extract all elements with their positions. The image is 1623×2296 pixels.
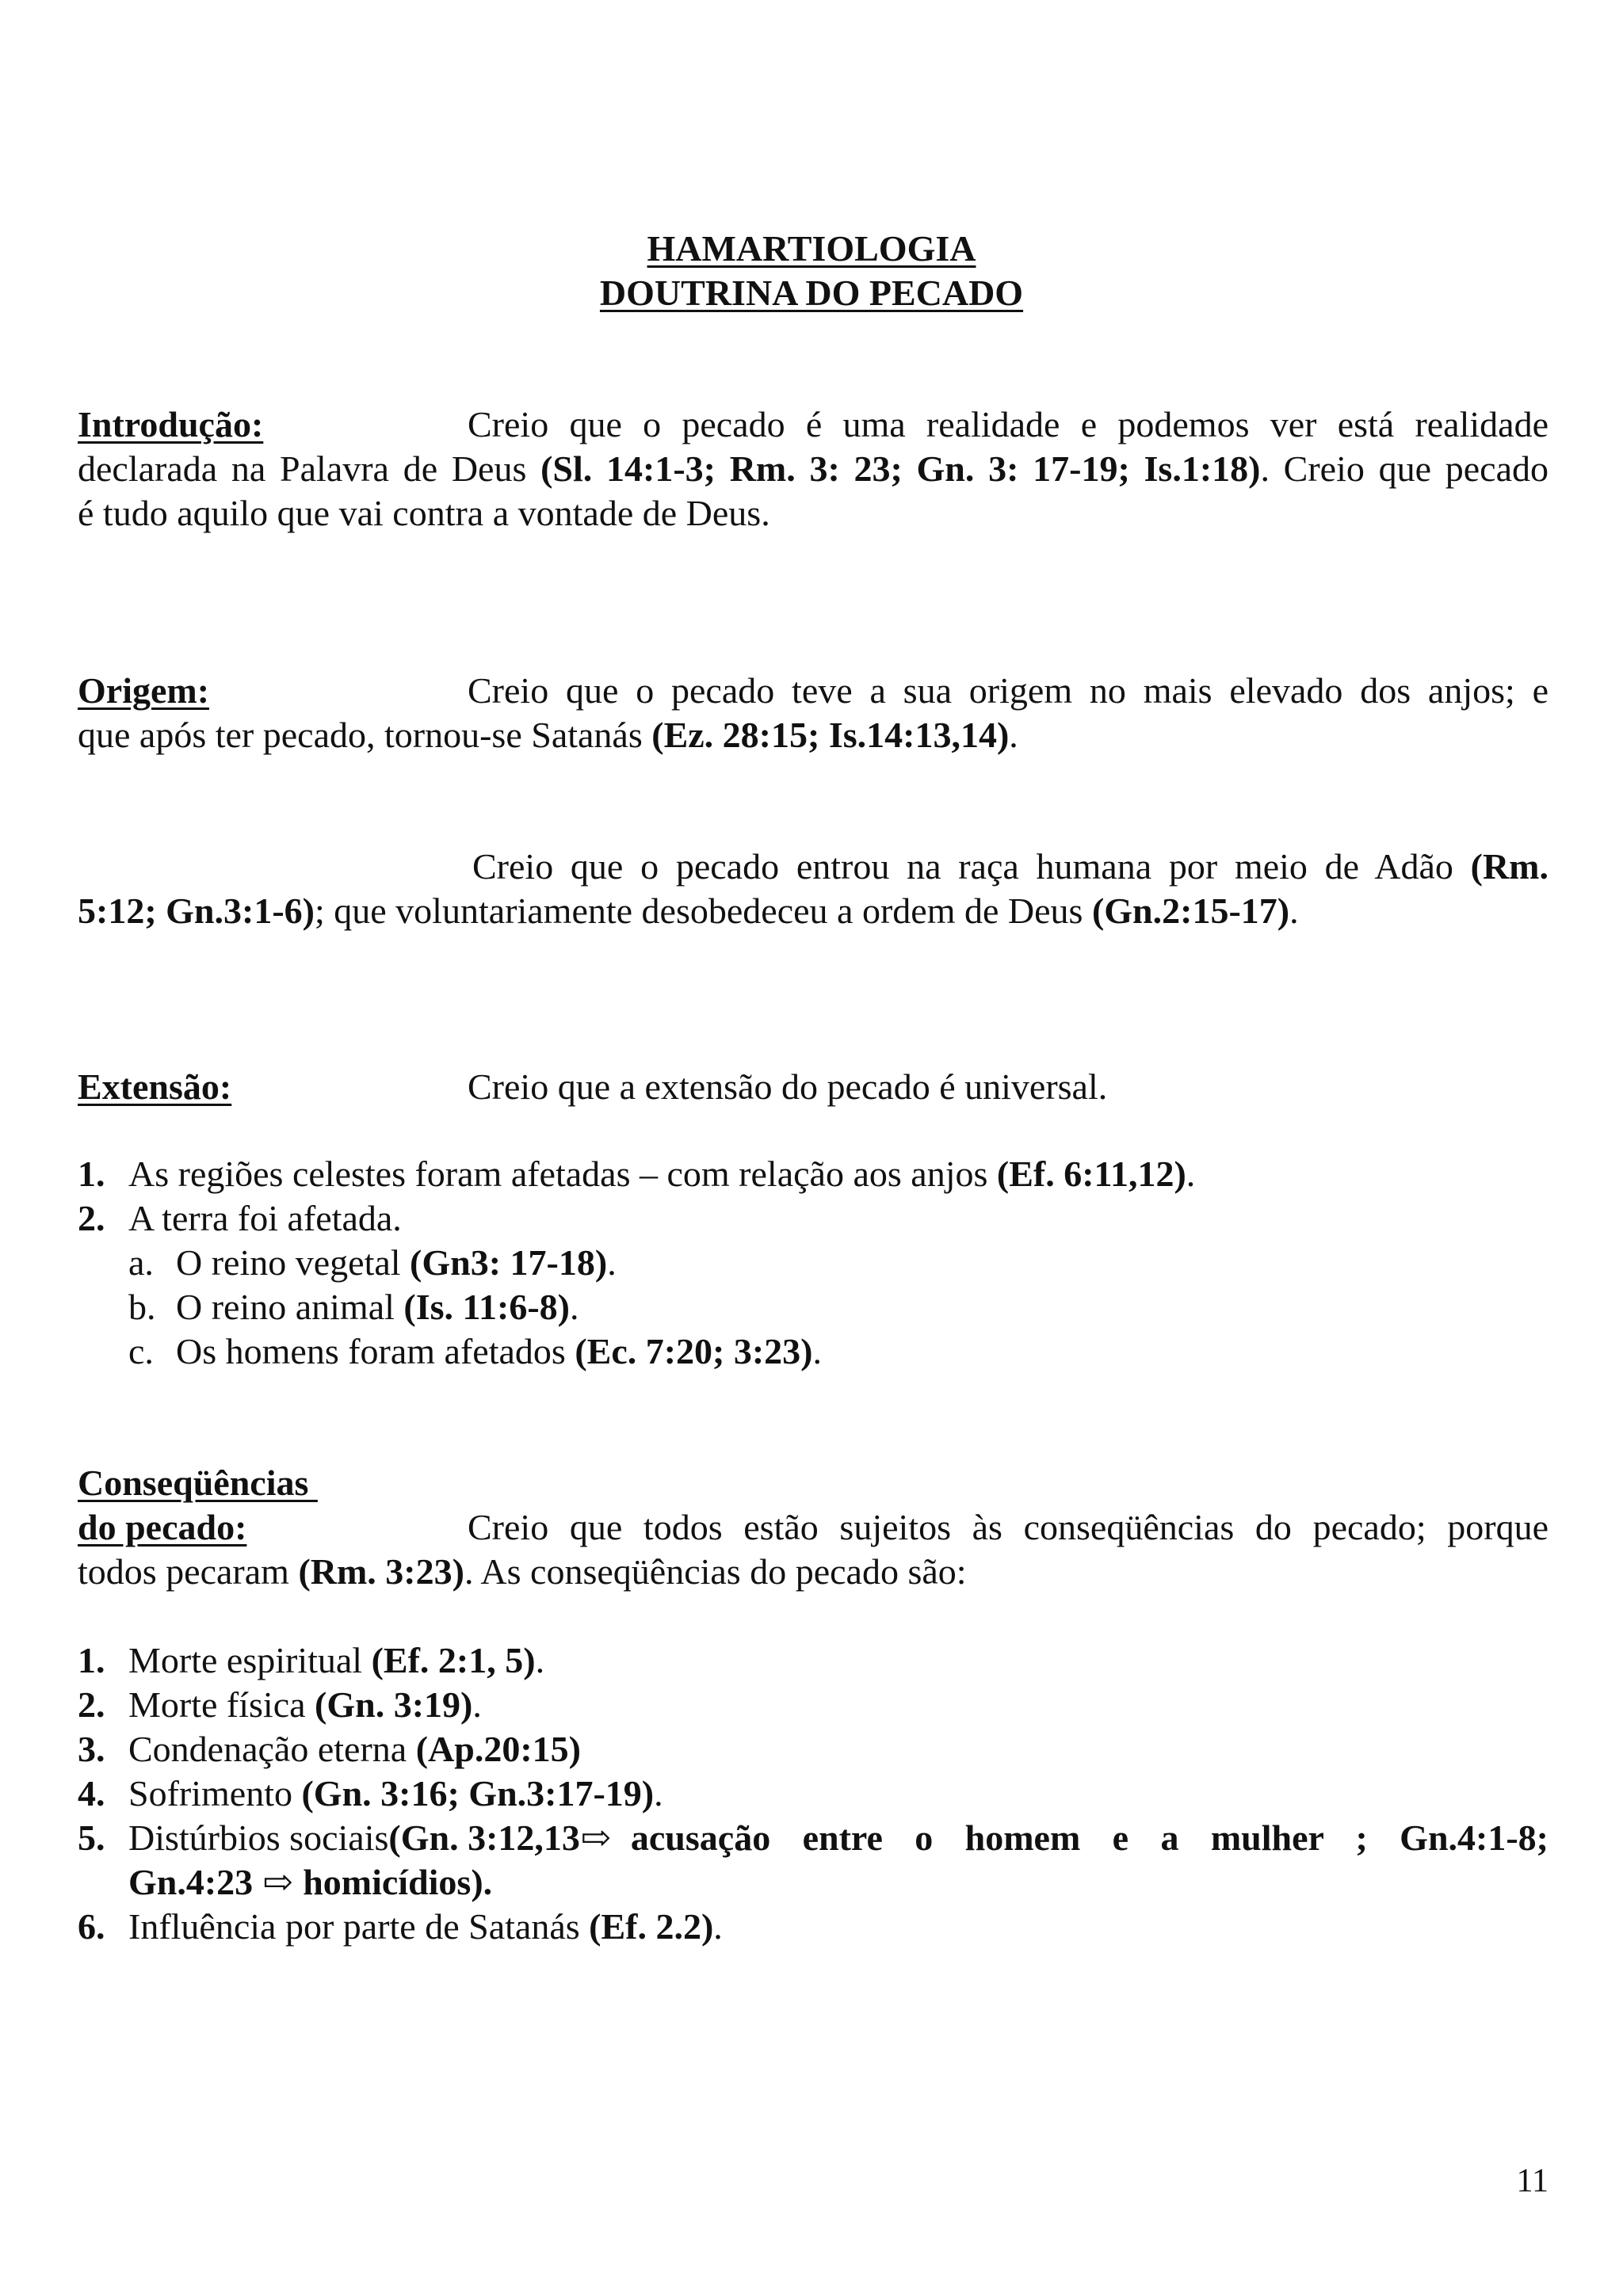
page-number: 11 [1516,2163,1549,2199]
section-adao [78,845,1549,933]
document-page: HAMARTIOLOGIA DOUTRINA DO PECADO Introdução: Creio que o pecado é uma realidade e podemos ver está realidade declarada na Palavra de Deus (Sl. 14:1-3; Rm. 3: 23; Gn. 3: 17-19; Is.1:18). Creio que pecado é tudo aquilo que vai contra a vontade de Deus. Origem: Creio que o pecado teve a sua origem no mais elevado dos anjos; e que após ter pecado, tornou-se Satanás (Ez. 28:15; Is.14:13,14). Creio que o pecado entrou na raça humana por meio de Adão (Rm. 5:12; Gn.3:1-6); que voluntariamente desobedeceu a ordem de Deus (Gn.2:15-17). Extensão: Creio que a extensão do pecado é universal. 1. As regiões celestes foram afetadas – com relação aos anjos (Ef. 6:11,12). 2. A terra foi afetada. a. O reino vegetal (Gn3: 17-18). b. O reino animal (Is. 11:6-8). c. Os homens foram afetados (Ec. 7:20; 3:23). Conseqüências do pecado: Creio que todos estão sujeitos às conseqüências do pecado; porque todos pecaram (Rm. 3:23). As conseqüências do pecado são: 1. Morte espiritual (Ef. 2:1, 5). 2. Morte física (Gn. 3:19). 3. Condenação eterna (Ap.20:15) 4. Sofrimento (Gn. 3:16; Gn.3:17-19). 5. Distúrbios sociais (Gn. 3:12,13 ⇨ acusação entre o homem e a mulher ; Gn.4:1-8; Gn.4:23 ⇨ homicídios). 6. Influência por parte de Satanás (Ef. 2.2). 11 [0,0,1623,2296]
adao-line-2: 5:12; Gn.3:1-6); que voluntariamente desobedeceu a ordem de Deus (Gn.2:15-17). [78,891,1299,931]
section-introducao [78,402,1549,536]
introducao-line-2: declarada na Palavra de Deus (Sl. 14:1-3; Rm. 3: 23; Gn. 3: 17-19; Is.1:18). Creio que pecado [78,448,1549,489]
origem-reference: (Ez. 28:15; Is.14:13,14) [651,715,1010,755]
title-line-1: HAMARTIOLOGIA [647,228,976,269]
arrow-right-icon: ⇨ [580,1817,612,1858]
label-consequencias-1: Conseqüências [78,1463,318,1503]
section-consequencias [78,1461,1549,1594]
introducao-line-1: Creio que o pecado é uma realidade e podemos ver está realidade [468,404,1549,444]
extensao-text: Creio que a extensão do pecado é universal. [468,1066,1108,1107]
label-consequencias-2: do pecado: [78,1507,247,1547]
consequencias-line-2: todos pecaram (Rm. 3:23). As conseqüências do pecado são: [78,1551,967,1592]
label-introducao: Introdução: [78,404,264,444]
origem-line-1: Creio que o pecado teve a sua origem no mais elevado dos anjos; e [468,670,1549,711]
title-line-2: DOUTRINA DO PECADO [599,273,1024,313]
introducao-reference: (Sl. 14:1-3; Rm. 3: 23; Gn. 3: 17-19; Is.1:18) [540,448,1261,489]
adao-line-1: Creio que o pecado entrou na raça humana por meio de Adão (Rm. [472,846,1549,887]
label-extensao: Extensão: [78,1066,232,1107]
origem-line-2: que após ter pecado, tornou-se Satanás (Ez. 28:15; Is.14:13,14). [78,715,1018,755]
introducao-line-3: é tudo aquilo que vai contra a vontade de Deus. [78,493,770,533]
label-origem: Origem: [78,670,210,711]
arrow-right-icon: ⇨ [262,1862,293,1902]
section-origem [78,669,1549,757]
consequencias-line-1: Creio que todos estão sujeitos às conseqüências do pecado; porque [468,1507,1549,1547]
section-extensao [78,1065,1549,1109]
